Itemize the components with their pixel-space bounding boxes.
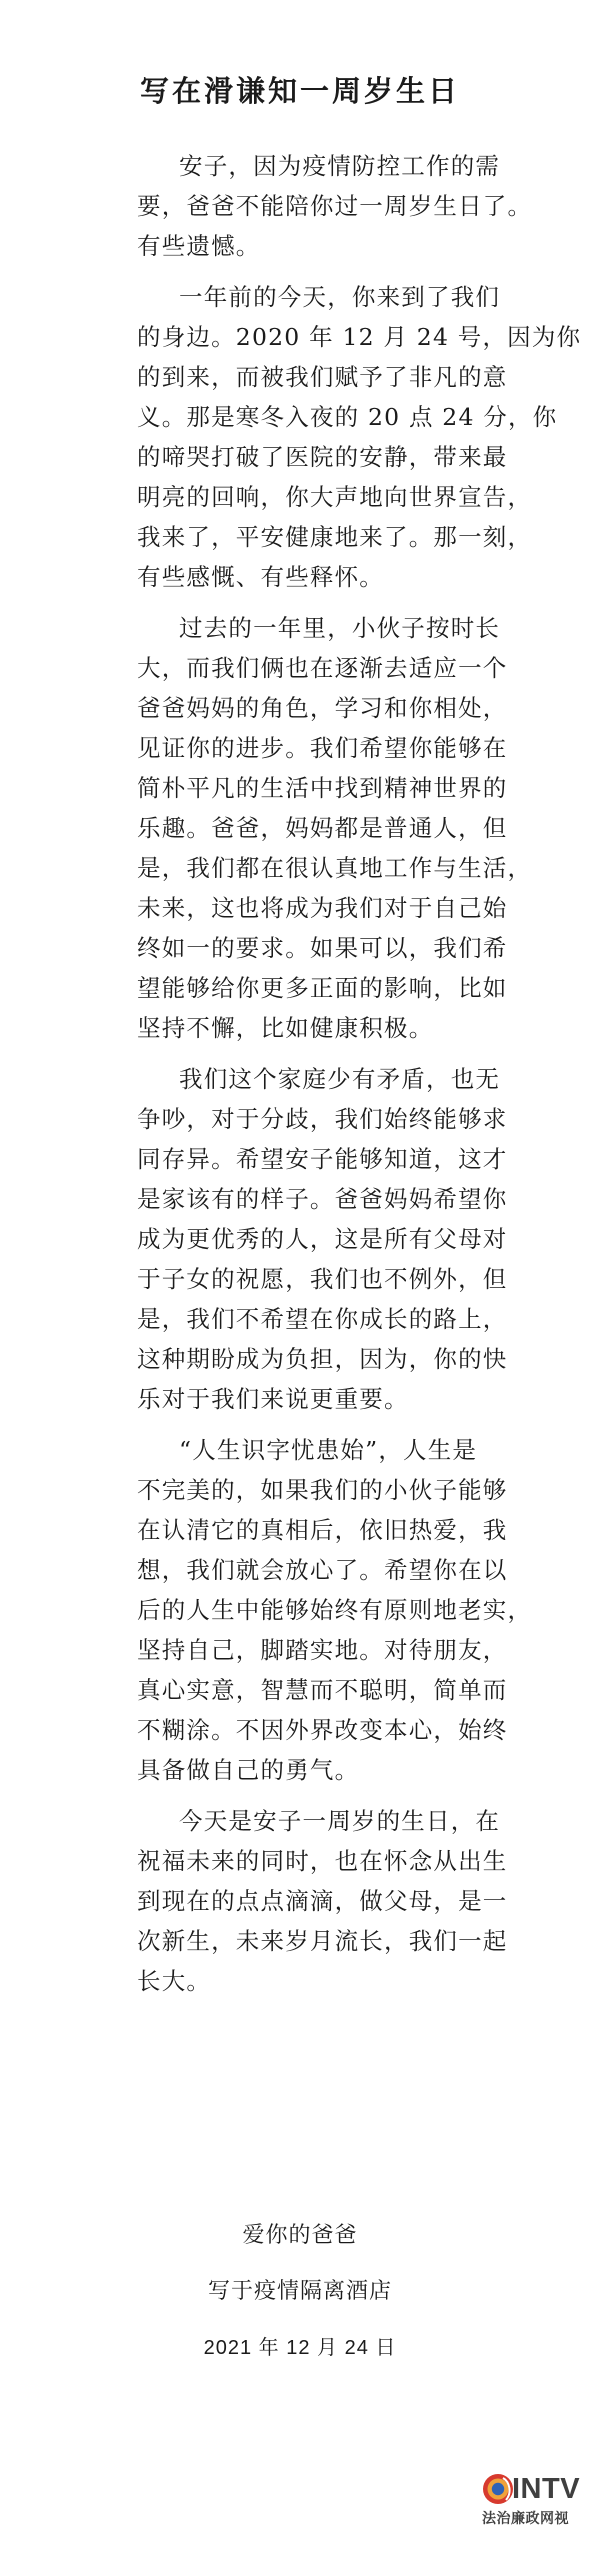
paragraph-4 [137, 1059, 507, 1419]
text-line: 安子，因为疫情防控工作的需 [179, 152, 501, 180]
text-line: 一年前的今天，你来到了我们 [179, 283, 501, 311]
broadcast-logo-icon [482, 2472, 516, 2506]
text-line: 到现在的点点滴滴，做父母，是一 [137, 1887, 508, 1915]
text-line: 简朴平凡的生活中找到精神世界的 [137, 774, 508, 802]
text-line: 我们这个家庭少有矛盾，也无 [179, 1065, 501, 1093]
text-line: 要，爸爸不能陪你过一周岁生日了。 [137, 192, 533, 220]
text-line: 爸爸妈妈的角色，学习和你相处， [137, 694, 508, 722]
paragraph-1 [137, 146, 533, 266]
text-line: “人生识字忧患始”，人生是 [179, 1436, 478, 1464]
paragraph-6 [137, 1801, 507, 2001]
text-line: 真心实意，智慧而不聪明，简单而 [137, 1676, 508, 1704]
watermark-logo-text: INTV [512, 2473, 581, 2505]
text-line: 是，我们不希望在你成长的路上， [137, 1305, 508, 1333]
text-line: 乐趣。爸爸，妈妈都是普通人，但 [137, 814, 508, 842]
text-line: 我来了，平安健康地来了。那一刻， [137, 523, 533, 551]
text-line: 是家该有的样子。爸爸妈妈希望你 [137, 1185, 508, 1213]
text-line: 望能够给你更多正面的影响，比如 [137, 974, 508, 1002]
text-line: 大，而我们俩也在逐渐去适应一个 [137, 654, 508, 682]
text-line: 的到来，而被我们赋予了非凡的意 [137, 363, 508, 391]
text-line: 终如一的要求。如果可以，我们希 [137, 934, 508, 962]
signature-from: 爱你的爸爸 [242, 2223, 358, 2248]
paragraph-5 [137, 1430, 533, 1790]
watermark [482, 2472, 586, 2534]
text-line: 有些感慨、有些释怀。 [137, 563, 384, 591]
text-line: 祝福未来的同时，也在怀念从出生 [137, 1847, 508, 1875]
text-line: 争吵，对于分歧，我们始终能够求 [137, 1105, 508, 1133]
paragraph-2 [137, 277, 582, 597]
text-line: 次新生，未来岁月流长，我们一起 [137, 1927, 508, 1955]
signature-date: 2021 年 12 月 24 日 [203, 2337, 397, 2359]
watermark-subtitle: 法治廉政网视 [482, 2510, 569, 2526]
letter-signature [0, 2215, 600, 2369]
text-line: 想，我们就会放心了。希望你在以 [137, 1556, 508, 1584]
text-line: 有些遗憾。 [137, 232, 261, 260]
text-line: 未来，这也将成为我们对于自己始 [137, 894, 508, 922]
paragraph-3 [137, 608, 533, 1048]
text-line: 在认清它的真相后，依旧热爱，我 [137, 1516, 508, 1544]
text-line: 同存异。希望安子能够知道，这才 [137, 1145, 508, 1173]
text-line: 长大。 [137, 1967, 212, 1995]
text-line: 于子女的祝愿，我们也不例外，但 [137, 1265, 508, 1293]
text-line: 的身边。2020 年 12 月 24 号，因为你 [137, 323, 582, 351]
text-line: 乐对于我们来说更重要。 [137, 1385, 409, 1413]
signature-place: 写于疫情隔离酒店 [207, 2279, 392, 2304]
text-line: 这种期盼成为负担，因为，你的快 [137, 1345, 508, 1373]
text-line: 成为更优秀的人，这是所有父母对 [137, 1225, 508, 1253]
text-line: 过去的一年里，小伙子按时长 [179, 614, 501, 642]
text-line: 不糊涂。不因外界改变本心，始终 [137, 1716, 508, 1744]
page-title: 写在滑谦知一周岁生日 [139, 74, 460, 108]
text-line: 义。那是寒冬入夜的 20 点 24 分，你 [137, 403, 558, 431]
text-line: 见证你的进步。我们希望你能够在 [137, 734, 508, 762]
text-line: 今天是安子一周岁的生日，在 [179, 1807, 501, 1835]
text-line: 不完美的，如果我们的小伙子能够 [137, 1476, 508, 1504]
text-line: 明亮的回响，你大声地向世界宣告， [137, 483, 533, 511]
text-line: 的啼哭打破了医院的安静，带来最 [137, 443, 508, 471]
text-line: 后的人生中能够始终有原则地老实， [137, 1596, 533, 1624]
text-line: 是，我们都在很认真地工作与生活， [137, 854, 533, 882]
text-line: 具备做自己的勇气。 [137, 1756, 360, 1784]
text-line: 坚持不懈，比如健康积极。 [137, 1014, 434, 1042]
text-line: 坚持自己，脚踏实地。对待朋友， [137, 1636, 508, 1664]
letter-body [137, 146, 582, 2012]
